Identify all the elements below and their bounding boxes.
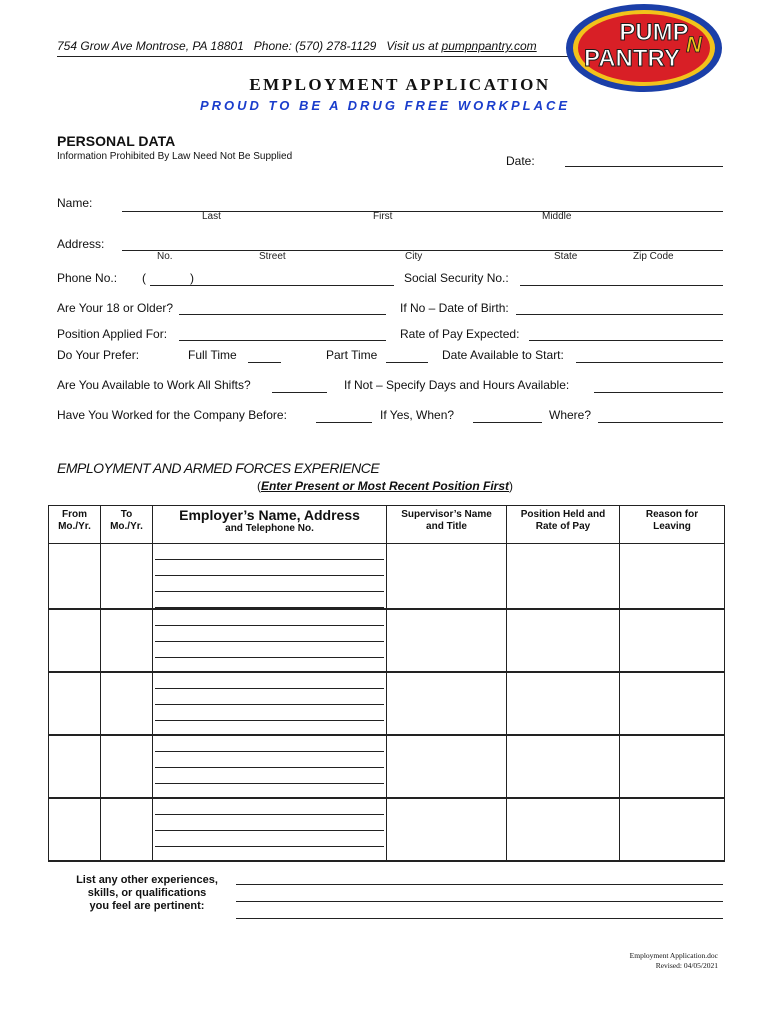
name-first-caption: First <box>373 211 393 222</box>
header-rule <box>57 56 569 57</box>
col-position: Position Held and Rate of Pay <box>507 506 620 544</box>
name-middle-caption: Middle <box>542 211 572 222</box>
part-time-label: Part Time <box>326 348 378 362</box>
from-cell[interactable] <box>49 672 101 735</box>
svg-text:PANTRY: PANTRY <box>584 45 680 72</box>
table-row <box>49 609 725 672</box>
form-subtitle: PROUD TO BE A DRUG FREE WORKPLACE <box>199 98 571 113</box>
if-not-field[interactable] <box>594 392 723 393</box>
date-label: Date: <box>506 154 535 168</box>
col-reason: Reason for Leaving <box>620 506 725 544</box>
website-link[interactable]: pumpnpantry.com <box>441 39 537 53</box>
to-cell[interactable] <box>101 544 153 610</box>
table-row <box>49 798 725 861</box>
position-cell[interactable] <box>507 609 620 672</box>
svg-text:N: N <box>686 32 702 57</box>
age-label: Are Your 18 or Older? <box>57 301 174 315</box>
reason-cell[interactable] <box>620 609 725 672</box>
age-field[interactable] <box>179 314 386 315</box>
address-label: Address: <box>57 237 105 251</box>
svg-text:PUMP: PUMP <box>619 19 689 46</box>
footer-revised: Revised: 04/05/2021 <box>655 961 718 970</box>
phone-paren-close: ) <box>190 271 194 285</box>
col-to: To Mo./Yr. <box>101 506 153 544</box>
employer-cell[interactable] <box>153 544 387 610</box>
date-field[interactable] <box>565 166 723 167</box>
employment-header-row <box>49 506 725 544</box>
employment-note: (Enter Present or Most Recent Position First) <box>256 479 514 493</box>
reason-cell[interactable] <box>620 672 725 735</box>
position-label: Position Applied For: <box>57 327 168 341</box>
employer-cell[interactable] <box>153 735 387 798</box>
supervisor-cell[interactable] <box>387 735 507 798</box>
name-label: Name: <box>57 196 93 210</box>
to-cell[interactable] <box>101 609 153 672</box>
header-phone: Phone: (570) 278-1129 <box>253 39 377 53</box>
header-visit: Visit us at <box>386 39 439 53</box>
employment-table <box>48 505 725 862</box>
where-field[interactable] <box>598 422 723 423</box>
reason-cell[interactable] <box>620 735 725 798</box>
supervisor-cell[interactable] <box>387 798 507 861</box>
address-no-caption: No. <box>157 251 173 262</box>
position-cell[interactable] <box>507 672 620 735</box>
worked-before-field[interactable] <box>316 422 372 423</box>
supervisor-cell[interactable] <box>387 544 507 610</box>
table-row <box>49 544 725 610</box>
supervisor-cell[interactable] <box>387 609 507 672</box>
employer-cell[interactable] <box>153 798 387 861</box>
rate-field[interactable] <box>529 340 723 341</box>
header-address: 754 Grow Ave Montrose, PA 18801 <box>57 39 244 53</box>
position-field[interactable] <box>179 340 386 341</box>
personal-data-note: Information Prohibited By Law Need Not Be Supplied <box>57 151 293 162</box>
header-contact <box>57 39 537 53</box>
available-field[interactable] <box>576 362 723 363</box>
position-cell[interactable] <box>507 735 620 798</box>
table-row <box>49 735 725 798</box>
employment-note-text: Enter Present or Most Recent Position First <box>260 479 510 493</box>
other-experience-label: List any other experiences, skills, or qualifications you feel are pertinent: <box>76 874 218 912</box>
to-cell[interactable] <box>101 672 153 735</box>
full-time-field[interactable] <box>248 362 281 363</box>
phone-paren-open: ( <box>142 271 146 285</box>
form-title: EMPLOYMENT APPLICATION <box>249 75 551 94</box>
address-zip-caption: Zip Code <box>633 251 674 262</box>
dob-label: If No – Date of Birth: <box>400 301 509 315</box>
reason-cell[interactable] <box>620 798 725 861</box>
address-state-caption: State <box>554 251 578 262</box>
reason-cell[interactable] <box>620 544 725 610</box>
other-experience-line-1[interactable] <box>236 884 723 885</box>
other-experience-line-2[interactable] <box>236 901 723 902</box>
part-time-field[interactable] <box>386 362 428 363</box>
phone-field[interactable] <box>150 285 394 286</box>
personal-data-heading: PERSONAL DATA <box>57 133 176 149</box>
from-cell[interactable] <box>49 798 101 861</box>
if-yes-field[interactable] <box>473 422 542 423</box>
shifts-field[interactable] <box>272 392 327 393</box>
ssn-label: Social Security No.: <box>404 271 509 285</box>
dob-field[interactable] <box>516 314 723 315</box>
phone-label: Phone No.: <box>57 271 118 285</box>
address-city-caption: City <box>405 251 423 262</box>
col-from: From Mo./Yr. <box>49 506 101 544</box>
if-yes-label: If Yes, When? <box>380 408 455 422</box>
supervisor-cell[interactable] <box>387 672 507 735</box>
ssn-field[interactable] <box>520 285 723 286</box>
rate-label: Rate of Pay Expected: <box>400 327 520 341</box>
shifts-label: Are You Available to Work All Shifts? <box>57 378 251 392</box>
name-last-caption: Last <box>202 211 221 222</box>
worked-before-label: Have You Worked for the Company Before: <box>57 408 287 422</box>
prefer-label: Do Your Prefer: <box>57 348 140 362</box>
available-label: Date Available to Start: <box>442 348 564 362</box>
employer-cell[interactable] <box>153 609 387 672</box>
from-cell[interactable] <box>49 544 101 610</box>
to-cell[interactable] <box>101 735 153 798</box>
full-time-label: Full Time <box>188 348 237 362</box>
footer <box>590 951 718 971</box>
footer-file: Employment Application.doc <box>629 951 718 960</box>
position-cell[interactable] <box>507 798 620 861</box>
from-cell[interactable] <box>49 609 101 672</box>
address-street-caption: Street <box>259 251 286 262</box>
position-cell[interactable] <box>507 544 620 610</box>
col-supervisor: Supervisor’s Name and Title <box>387 506 507 544</box>
where-label: Where? <box>549 408 592 422</box>
if-not-label: If Not – Specify Days and Hours Available: <box>344 378 570 392</box>
from-cell[interactable] <box>49 735 101 798</box>
col-employer: Employer’s Name, Address and Telephone No. <box>153 506 387 544</box>
employment-heading: EMPLOYMENT AND ARMED FORCES EXPERIENCE <box>57 460 380 476</box>
to-cell[interactable] <box>101 798 153 861</box>
other-experience-line-3[interactable] <box>236 918 723 919</box>
table-row <box>49 672 725 735</box>
employer-cell[interactable] <box>153 672 387 735</box>
